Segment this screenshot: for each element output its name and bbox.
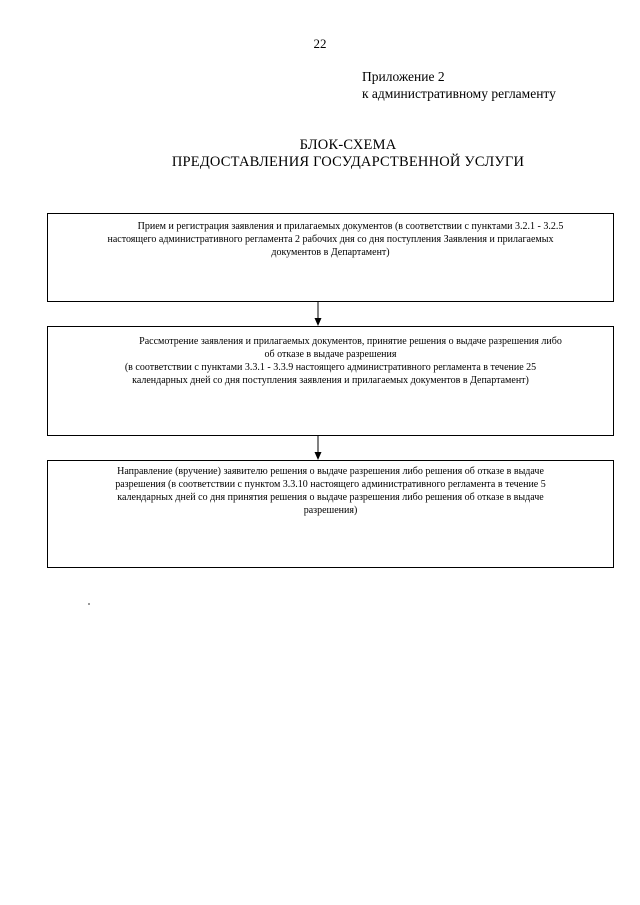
step-box-registration (47, 213, 614, 302)
step-1-line-3: документов в Департамент) (271, 247, 390, 258)
step-3-line-2: разрешения (в соответствии с пунктом 3.3.10 настоящего административного регламента в течение 5 (115, 479, 546, 490)
arrow-down-icon (311, 436, 325, 460)
step-box-review (47, 326, 614, 436)
page-number: 22 (313, 36, 327, 51)
appendix-reference (362, 68, 556, 102)
step-2-line-1: Рассмотрение заявления и прилагаемых документов, принятие решения о выдаче разрешения либо (139, 336, 562, 347)
step-box-delivery (47, 460, 614, 568)
title-line-1: БЛОК-СХЕМА (299, 137, 397, 153)
step-3-line-3: календарных дней со дня принятия решения о выдаче разрешения либо решения об отказе в выдаче (117, 492, 544, 503)
step-3-line-1: Направление (вручение) заявителю решения о выдаче разрешения либо решения об отказе в выдаче (117, 466, 544, 477)
arrow-down-icon (311, 302, 325, 326)
step-3-line-4: разрешения) (303, 505, 358, 516)
step-1-line-1: Прием и регистрация заявления и прилагаемых документов (в соответствии с пунктами 3.2.1 - 3.2.5 (137, 221, 564, 232)
appendix-line-2: к административному регламенту (362, 86, 556, 101)
appendix-line-1: Приложение 2 (362, 69, 445, 84)
step-1-line-2: настоящего административного регламента 2 рабочих дня со дня поступления Заявления и прилагаемых (107, 234, 554, 245)
flowchart-title (0, 137, 640, 171)
title-line-2: ПРЕДОСТАВЛЕНИЯ ГОСУДАРСТВЕННОЙ УСЛУГИ (171, 154, 525, 170)
step-2-line-4: календарных дней со дня поступления заявления и прилагаемых документов в Департамент) (132, 375, 529, 386)
step-2-line-3: (в соответствии с пунктами 3.3.1 - 3.3.9 настоящего административного регламента в течение 25 (124, 362, 537, 373)
scan-speck (88, 603, 90, 605)
step-2-line-2: об отказе в выдаче разрешения (264, 349, 397, 360)
